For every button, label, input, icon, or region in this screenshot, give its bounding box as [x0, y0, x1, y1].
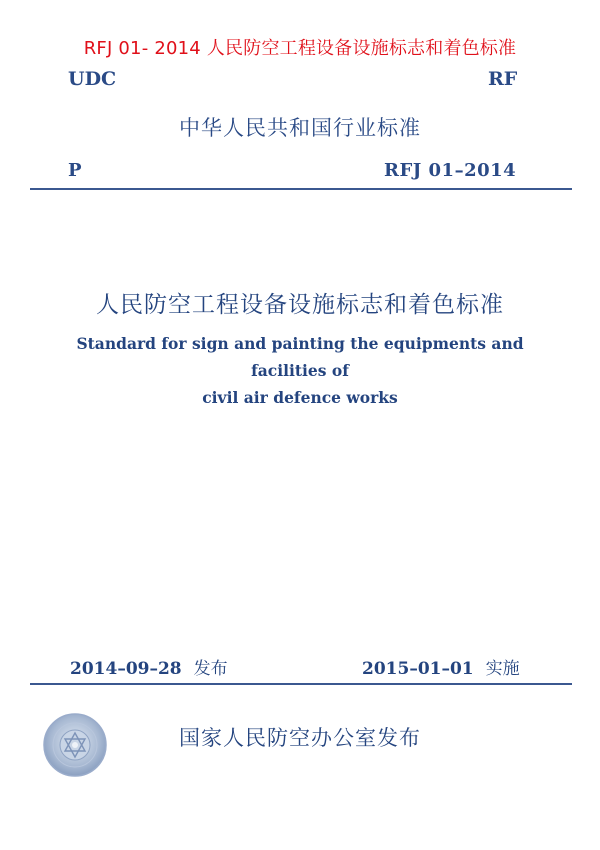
issue-date: 2014–09–28	[70, 659, 182, 679]
udc-label: UDC	[68, 68, 117, 90]
implement-date: 2015–01–01	[362, 659, 474, 679]
bottom-divider	[30, 683, 572, 685]
publisher-name: 国家人民防空办公室发布	[179, 726, 421, 750]
standard-title-english	[40, 330, 560, 411]
top-divider	[30, 188, 572, 190]
standard-code: RFJ 01–2014	[384, 160, 517, 181]
english-title-line-1: Standard for sign and painting the equipments and facilities of	[76, 334, 524, 380]
implement-label: 实施	[485, 659, 520, 679]
national-standard-heading: 中华人民共和国行业标准	[179, 116, 421, 140]
classification-code: P	[68, 160, 82, 181]
rf-label: RF	[488, 68, 518, 90]
document-banner-title: RFJ 01- 2014 人民防空工程设备设施标志和着色标准	[83, 38, 517, 59]
implement-date-block	[362, 654, 520, 679]
english-title-line-2: civil air defence works	[202, 388, 398, 407]
issue-date-block	[70, 654, 228, 679]
issue-label: 发布	[193, 659, 228, 679]
standard-title-chinese: 人民防空工程设备设施标志和着色标准	[96, 292, 504, 318]
